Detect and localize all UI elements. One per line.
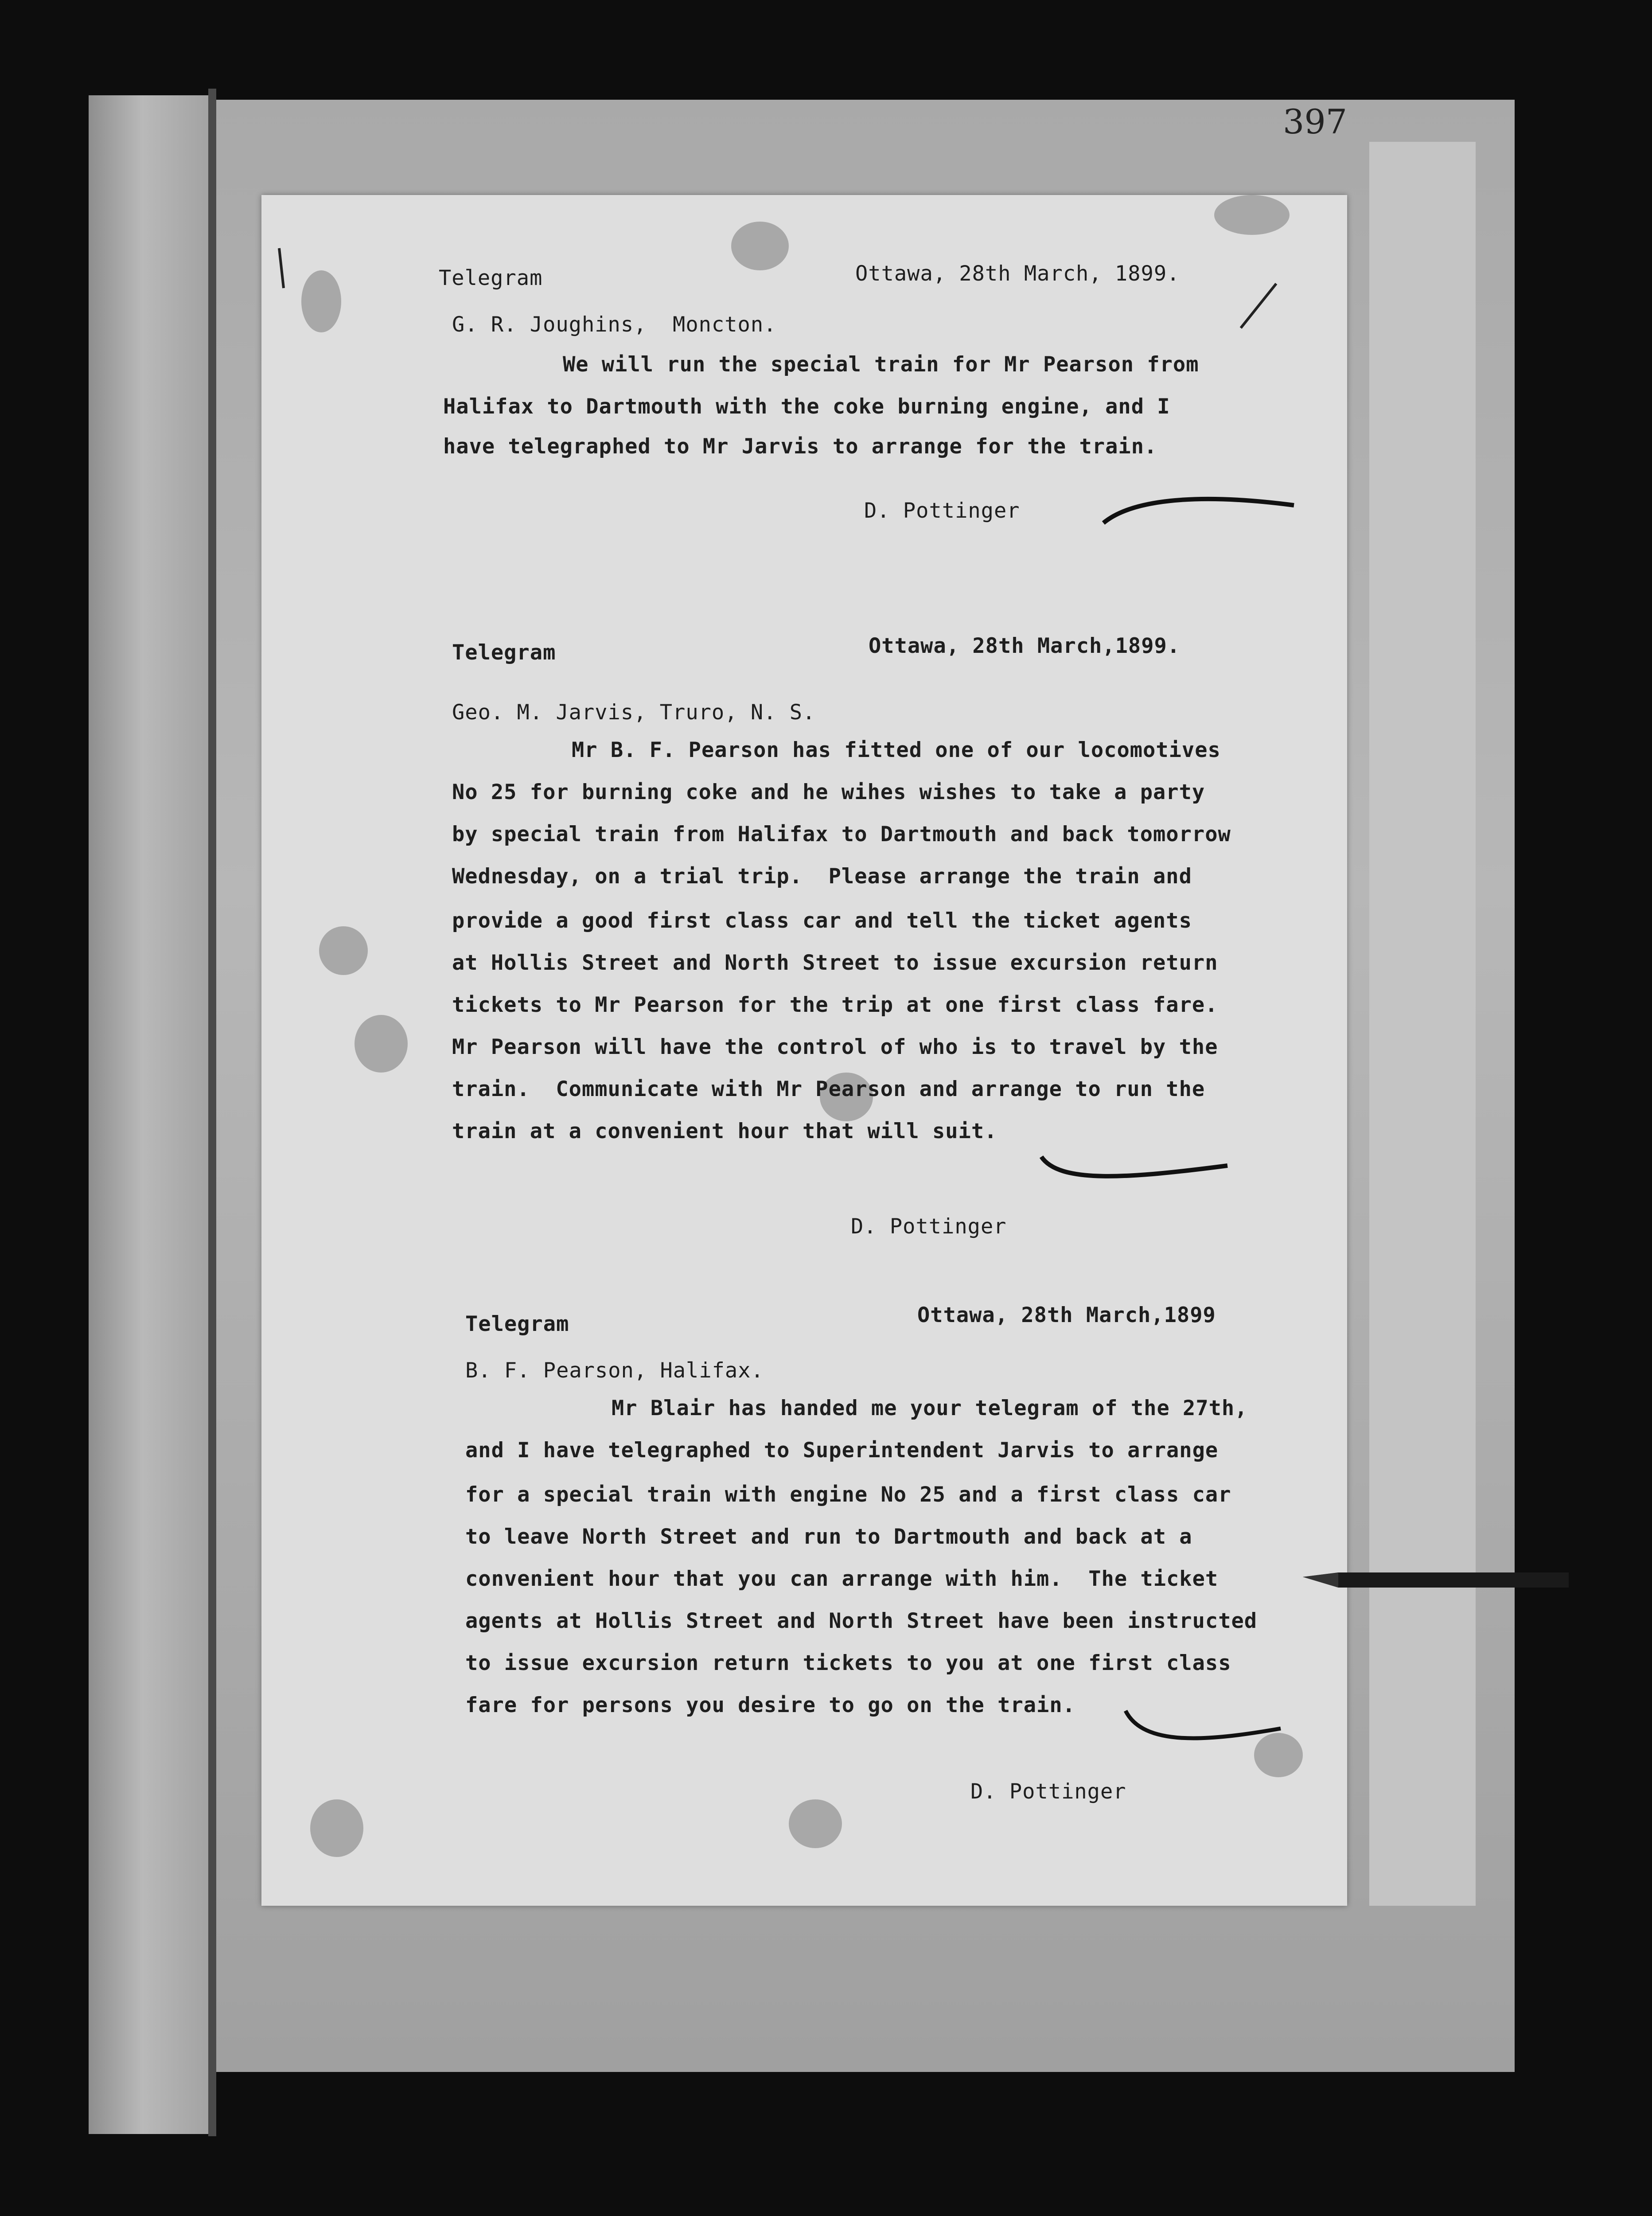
handwritten-marks xyxy=(261,195,1347,1906)
telegram-addressee: Geo. M. Jarvis, Truro, N. S. xyxy=(452,700,816,725)
telegram-addressee: G. R. Joughins, Moncton. xyxy=(452,312,777,337)
telegram-body-line: to leave North Street and run to Dartmouth and back at a xyxy=(465,1525,1192,1549)
telegram-body-line: for a special train with engine No 25 and a first class car xyxy=(465,1483,1231,1507)
telegram-dateline: Ottawa, 28th March,1899. xyxy=(869,634,1181,658)
telegram-label: Telegram xyxy=(452,640,556,665)
telegram-signature: D. Pottinger xyxy=(851,1214,1007,1239)
ledger-page-edge xyxy=(1369,142,1476,1906)
pencil-check-mark xyxy=(1126,1711,1281,1738)
telegram-signature: D. Pottinger xyxy=(970,1779,1126,1804)
telegram-body-line: train at a convenient hour that will suit. xyxy=(452,1119,997,1143)
telegram-body-line: Halifax to Dartmouth with the coke burning engine, and I xyxy=(443,394,1170,419)
telegram-body-line: have telegraphed to Mr Jarvis to arrange for the train. xyxy=(443,434,1157,459)
telegram-body-line: convenient hour that you can arrange with him. The ticket xyxy=(465,1567,1219,1591)
telegram-body-line: Mr B. F. Pearson has fitted one of our locomotives xyxy=(572,738,1221,762)
telegram-body-line: No 25 for burning coke and he wihes wishes to take a party xyxy=(452,780,1205,804)
telegram-addressee: B. F. Pearson, Halifax. xyxy=(465,1358,764,1383)
pencil-check-mark xyxy=(1103,499,1294,523)
telegram-dateline: Ottawa, 28th March,1899 xyxy=(917,1303,1216,1327)
telegram-body-line: We will run the special train for Mr Pearson from xyxy=(563,352,1199,377)
telegram-body-line: tickets to Mr Pearson for the trip at one first class fare. xyxy=(452,993,1218,1017)
telegram-body-line: provide a good first class car and tell the ticket agents xyxy=(452,909,1192,933)
telegram-body-line: agents at Hollis Street and North Street have been instructed xyxy=(465,1609,1258,1633)
telegram-dateline: Ottawa, 28th March, 1899. xyxy=(855,261,1180,286)
telegram-body-line: at Hollis Street and North Street to issue excursion return xyxy=(452,951,1218,975)
telegram-label: Telegram xyxy=(465,1312,569,1336)
telegram-body-line: Mr Pearson will have the control of who is to travel by the xyxy=(452,1035,1218,1059)
pencil-check-mark xyxy=(1041,1157,1227,1176)
binding-edge xyxy=(208,89,216,2136)
telegram-label: Telegram xyxy=(439,266,543,290)
pencil-icon xyxy=(1303,1569,1569,1591)
telegram-body-line: Wednesday, on a trial trip. Please arrange the train and xyxy=(452,864,1192,889)
telegram-body-line: fare for persons you desire to go on the train. xyxy=(465,1693,1075,1717)
telegram-body-line: and I have telegraphed to Superintendent Jarvis to arrange xyxy=(465,1438,1219,1463)
page-number: 397 xyxy=(1283,102,1348,141)
pencil-stroke xyxy=(279,248,284,288)
telegram-body-line: Mr Blair has handed me your telegram of the 27th, xyxy=(612,1396,1248,1420)
telegram-body-line: train. Communicate with Mr Pearson and arrange to run the xyxy=(452,1077,1205,1101)
binding-strip xyxy=(89,95,208,2134)
telegram-body-line: to issue excursion return tickets to you at one first class xyxy=(465,1651,1231,1675)
telegram-sheet xyxy=(261,195,1347,1906)
telegram-body-line: by special train from Halifax to Dartmouth and back tomorrow xyxy=(452,822,1231,847)
telegram-signature: D. Pottinger xyxy=(864,499,1020,523)
pencil-stroke xyxy=(1241,284,1276,328)
